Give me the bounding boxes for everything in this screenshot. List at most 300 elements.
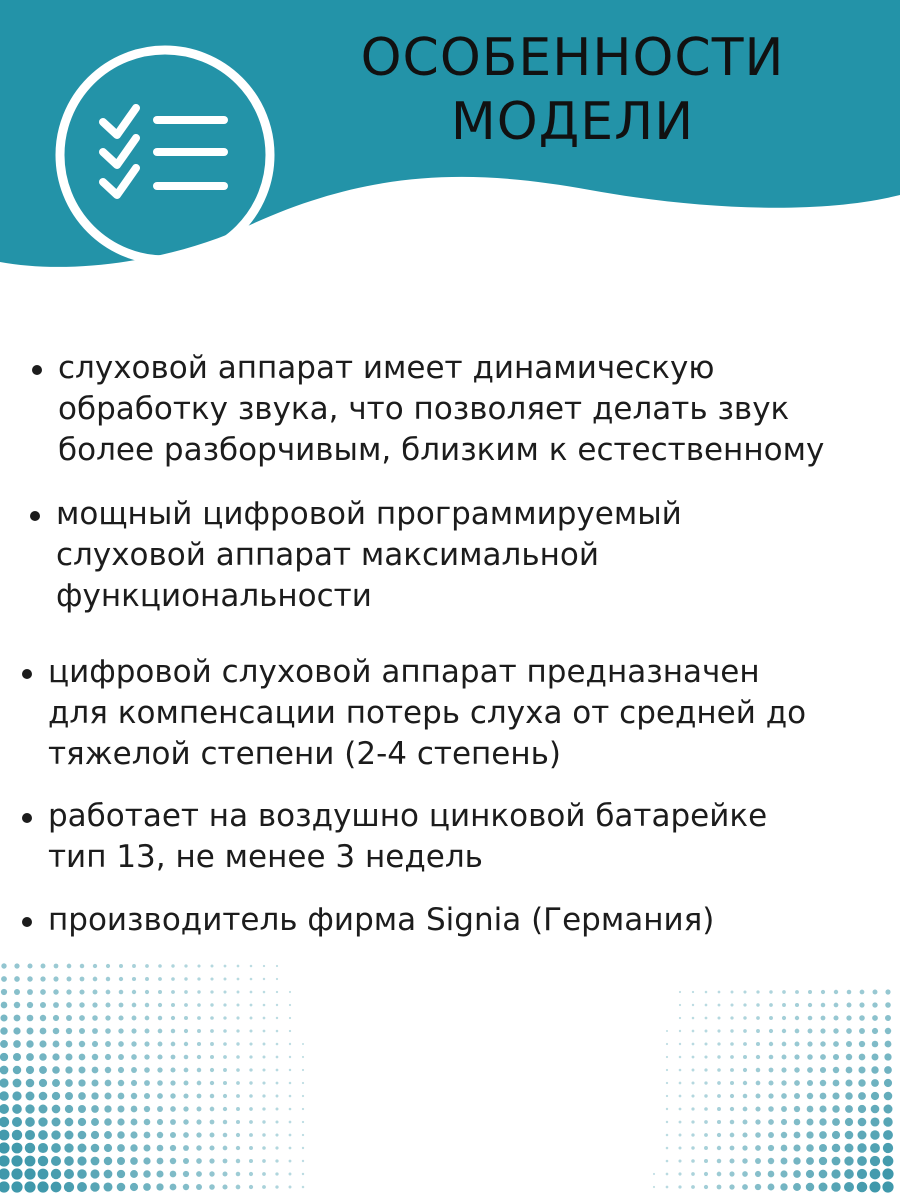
halftone-dot [236,1120,240,1124]
halftone-dot [117,1118,124,1125]
halftone-dot [197,1003,201,1007]
halftone-dot [263,991,266,994]
halftone-dot [104,1105,111,1112]
feature-5-line-1: производитель фирма Signia (Германия) [48,902,715,938]
halftone-dot [78,1092,86,1100]
halftone-dot [833,1067,839,1073]
halftone-dot [808,1029,813,1034]
halftone-dot [718,991,721,994]
halftone-dot [717,1081,721,1085]
halftone-dot [0,1181,10,1192]
halftone-dot [275,1133,278,1136]
halftone-dot [66,1028,72,1034]
halftone-dot [705,1004,708,1007]
halftone-dot [846,1067,853,1074]
halftone-dot [25,1104,34,1113]
halftone-dot [118,1041,124,1047]
halftone-dot [704,1133,708,1137]
halftone-dot [249,1133,253,1137]
halftone-dot [53,976,58,981]
halftone-dot [236,1094,240,1098]
halftone-dot [170,1080,175,1085]
halftone-dot [144,1080,150,1086]
halftone-dot [11,1155,22,1166]
halftone-dot [183,1145,189,1151]
halftone-dot [157,1119,163,1125]
halftone-dot [66,1002,72,1008]
halftone-dot [859,1002,864,1007]
halftone-dot [743,1068,747,1072]
halftone-dot [768,1106,774,1112]
halftone-dot [769,1042,773,1046]
halftone-dot [819,1105,826,1112]
halftone-dot [302,1056,304,1058]
halftone-dot [730,1146,735,1151]
halftone-dot [704,1146,708,1150]
feature-3-line-2: для компенсации потерь слуха от средней до [48,695,807,731]
halftone-dot [184,977,187,980]
halftone-dot [196,1132,201,1137]
halftone-dot [289,1095,292,1098]
halftone-dot [170,1093,175,1098]
halftone-dot [692,1082,695,1085]
halftone-dot [119,990,124,995]
halftone-dot [859,1028,865,1034]
halftone-dot [289,1004,291,1006]
halftone-dot [872,1002,877,1007]
halftone-dot [236,1107,240,1111]
halftone-dot [730,1081,734,1085]
halftone-dot [692,1069,695,1072]
halftone-dot [717,1042,720,1045]
halftone-dot [25,1130,35,1140]
halftone-dot [262,1185,266,1189]
halftone-dot [870,1130,879,1139]
halftone-dot [197,1107,202,1112]
halftone-dot [679,1004,681,1006]
halftone-dot [263,965,265,967]
halftone-dot [132,990,136,994]
halftone-dot [1,976,7,982]
halftone-dot [730,1029,733,1032]
feature-2-line-3: функциональности [56,578,372,614]
halftone-dot [196,1119,201,1124]
halftone-dot [276,1056,279,1059]
halftone-dot [743,1120,748,1125]
halftone-dot [794,1119,801,1126]
halftone-dot [781,1119,787,1125]
halftone-dot [197,1081,202,1086]
halftone-dot [275,1172,278,1175]
halftone-dot [871,1079,879,1087]
halftone-dot [819,1157,827,1165]
halftone-dot [145,964,149,968]
halftone-dot [831,1182,841,1192]
halftone-dot [262,1159,266,1163]
halftone-dot [197,1029,201,1033]
halftone-dot [156,1170,163,1177]
halftone-dot [858,1079,865,1086]
halftone-dot [820,1041,825,1046]
halftone-dot [11,1181,22,1192]
halftone-dot [237,965,240,968]
halftone-dot [743,1081,747,1085]
halftone-dot [756,1081,761,1086]
halftone-dot [132,977,136,981]
halftone-dot [12,1117,22,1127]
halftone-dot [39,1105,48,1114]
halftone-dot [289,1069,291,1071]
halftone-dot [79,1002,84,1007]
halftone-dot [678,1159,681,1162]
halftone-dot [302,1147,304,1149]
halftone-dot [236,1042,239,1045]
halftone-dot [40,976,45,981]
halftone-dot [250,991,253,994]
halftone-dot [769,1055,774,1060]
halftone-dot [666,1030,668,1032]
halftone-dot [679,991,681,993]
halftone-dot [250,978,253,981]
halftone-dot [66,989,71,994]
halftone-dot [158,964,162,968]
halftone-dot [144,1041,149,1046]
halftone-dot [730,1120,735,1125]
halftone-dot [794,1093,800,1099]
halftone-dot [223,1068,227,1072]
halftone-dot [729,1184,734,1189]
halftone-dot [884,1092,893,1101]
halftone-dot [223,1003,226,1006]
halftone-dot [782,1042,787,1047]
halftone-dot [844,1156,853,1165]
halftone-dot [40,1028,47,1035]
halftone-dot [289,1043,291,1045]
halftone-dot [885,1041,892,1048]
halftone-dot [275,1146,278,1149]
halftone-dot [845,1118,853,1126]
halftone-dot [25,1143,35,1153]
halftone-dot [196,1158,202,1164]
halftone-dot [844,1182,854,1192]
halftone-dot [12,1143,23,1154]
halftone-dot [666,1160,669,1163]
halftone-dot [666,1147,669,1150]
halftone-dot [236,1016,239,1019]
halftone-dot [846,1054,852,1060]
halftone-dot [118,1106,125,1113]
halftone-dot [666,1043,668,1045]
halftone-dot [820,1080,826,1086]
halftone-dot [819,1131,827,1139]
halftone-dot [197,1068,201,1072]
halftone-dot [692,1017,695,1020]
halftone-dot [53,1041,60,1048]
halftone-dot [104,1118,112,1126]
halftone-dot [90,1169,99,1178]
halftone-dot [1,1002,8,1009]
bullet-dot [22,813,32,823]
halftone-dot [51,1182,62,1193]
halftone-dot [276,1069,279,1072]
halftone-dot [884,1105,893,1114]
halftone-dot [183,1093,188,1098]
halftone-dot [781,1080,786,1085]
halftone-dot [197,1042,201,1046]
halftone-dot [730,1003,733,1006]
halftone-dot [831,1169,840,1178]
halftone-dot [118,1093,125,1100]
halftone-dot [768,1132,774,1138]
halftone-dot [666,1108,668,1110]
halftone-dot [77,1182,87,1192]
halftone-dot [38,1156,48,1166]
halftone-dot [223,1120,227,1124]
halftone-dot [768,1184,775,1191]
halftone-dot [781,1145,788,1152]
halftone-dot [223,1159,228,1164]
halftone-dot [78,1118,86,1126]
halftone-dot [105,1080,112,1087]
halftone-dot [249,1172,253,1176]
halftone-dot [53,1015,59,1021]
halftone-dot [78,1144,87,1153]
halftone-dot [183,1184,189,1190]
halftone-dot [275,1185,278,1188]
halftone-dot [144,1093,150,1099]
halftone-dot [820,1093,827,1100]
halftone-dot [171,1029,175,1033]
halftone-dot [263,1056,266,1059]
halftone-dot [795,990,799,994]
halftone-dot [705,1030,708,1033]
halftone-dot [756,990,759,993]
halftone-dot [105,1041,111,1047]
bullet-dot [22,917,32,927]
halftone-dot [144,1106,150,1112]
halftone-dot [870,1117,879,1126]
halftone-dot [666,1173,669,1176]
halftone-dot [691,1185,695,1189]
halftone-dot [834,1003,839,1008]
halftone-dot [780,1183,787,1190]
halftone-dot [197,964,200,967]
halftone-dot [743,1029,747,1033]
halftone-dot [262,1172,266,1176]
halftone-dot [53,989,58,994]
halftone-dot [92,1015,98,1021]
halftone-dot [52,1118,61,1127]
halftone-dot [237,978,240,981]
halftone-dot [808,990,812,994]
halftone-dot [807,1119,814,1126]
feature-1-line-1: слуховой аппарат имеет динамическую [58,350,715,386]
halftone-dot [807,1067,813,1073]
halftone-dot [873,990,878,995]
halftone-dot [678,1185,681,1188]
halftone-dot [210,1016,214,1020]
halftone-dot [769,990,772,993]
halftone-dot [795,1003,799,1007]
halftone-dot [170,1171,177,1178]
halftone-dot [653,1186,655,1188]
halftone-dot [210,1094,214,1098]
halftone-dot [666,1082,668,1084]
halftone-dot [211,965,214,968]
feature-item-1 [58,348,824,471]
halftone-dot [130,1170,138,1178]
halftone-dot [743,1094,748,1099]
halftone-dot [249,1185,253,1189]
halftone-dot [289,1108,292,1111]
halftone-dot [666,1095,668,1097]
halftone-dot [92,1002,97,1007]
halftone-dot [846,1028,852,1034]
halftone-dot [170,1119,176,1125]
halftone-dot [679,1069,682,1072]
halftone-dot [65,1131,74,1140]
halftone-dot [742,1171,748,1177]
halftone-dot [210,1068,214,1072]
halftone-dot [781,1106,787,1112]
halftone-dot [106,990,111,995]
halftone-dot [197,1094,202,1099]
halftone-dot [27,1002,33,1008]
halftone-dot [249,1107,253,1111]
halftone-dot [845,1079,852,1086]
halftone-dot [717,1133,721,1137]
halftone-dot [106,964,110,968]
halftone-dot [51,1156,61,1166]
halftone-dot [806,1144,814,1152]
halftone-dot [794,1080,800,1086]
halftone-dot [64,1169,74,1179]
halftone-dot [666,1134,669,1137]
halftone-dot [0,1040,8,1048]
halftone-dot [210,1107,215,1112]
halftone-dot [302,1043,304,1045]
halftone-dot [236,1003,239,1006]
halftone-dot [14,976,20,982]
halftone-dot [51,1169,61,1179]
halftone-dot [0,1142,10,1153]
halftone-dot [92,1041,98,1047]
halftone-dot [143,1157,150,1164]
halftone-dot [263,1004,266,1007]
halftone-dot [847,990,852,995]
halftone-dot [78,1105,86,1113]
halftone-dot [156,1183,163,1190]
halftone-dot [91,1144,100,1153]
halftone-dot [93,977,98,982]
halftone-dot [833,1080,840,1087]
halftone-dot [66,1054,73,1061]
halftone-dot [807,1041,812,1046]
halftone-dot [768,1093,773,1098]
halftone-dot [80,964,84,968]
halftone-dot [794,1054,799,1059]
halftone-dot [276,1017,278,1019]
halftone-dot [692,1043,695,1046]
halftone-dot [870,1169,881,1180]
halftone-dot [92,1028,98,1034]
halftone-dot [781,1132,787,1138]
halftone-dot [222,1184,227,1189]
halftone-dot [756,1042,760,1046]
halftone-dot [171,1055,176,1060]
halftone-dot [184,1003,188,1007]
halftone-dot [170,1158,176,1164]
halftone-dot [742,1145,747,1150]
halftone-dot [834,990,838,994]
halftone-dot [157,1067,162,1072]
halftone-dot [249,1081,252,1084]
halftone-dot [730,1042,734,1046]
halftone-dot [289,1121,292,1124]
halftone-dot [691,1120,694,1123]
halftone-dot [0,1091,9,1101]
halftone-dot [223,1146,228,1151]
halftone-dot [197,990,200,993]
halftone-dot [12,1091,21,1100]
halftone-dot [743,1055,747,1059]
halftone-dot [857,1143,866,1152]
halftone-dot [184,1055,189,1060]
halftone-dot [0,1104,9,1114]
halftone-dot [27,1015,34,1022]
halftone-dot [236,1146,240,1150]
halftone-dot [210,1029,214,1033]
halftone-dot [131,1054,137,1060]
halftone-dot [717,1055,720,1058]
halftone-dot [38,1117,47,1126]
halftone-dot [39,1066,47,1074]
halftone-dot [131,1067,137,1073]
halftone-dot [79,1028,85,1034]
halftone-dot [93,990,98,995]
halftone-dot [13,1066,21,1074]
halftone-dot [833,1041,839,1047]
halftone-dot [250,965,253,968]
halftone-dot [77,1156,86,1165]
halftone-dot [679,1121,682,1124]
halftone-dot [730,1016,733,1019]
halftone-dot [118,1054,124,1060]
halftone-dot [0,1053,8,1061]
halftone-dot [91,1105,99,1113]
halftone-dot [795,1042,800,1047]
halftone-dot [52,1079,60,1087]
halftone-dot [27,963,32,968]
halftone-dot [145,990,149,994]
halftone-dot [77,1169,87,1179]
halftone-dot [210,1042,214,1046]
halftone-dot [755,1119,760,1124]
halftone-dot [755,1106,760,1111]
halftone-dot [250,1004,253,1007]
halftone-dot [64,1156,74,1166]
halftone-dot [157,1106,163,1112]
halftone-dot [857,1182,868,1193]
halftone-dot [691,1094,694,1097]
halftone-dot [145,1003,149,1007]
halftone-dot [37,1181,48,1192]
halftone-dot [131,1119,138,1126]
halftone-dot [679,1108,682,1111]
halftone-dot [1,989,7,995]
halftone-dot [210,1003,213,1006]
halftone-dot [780,1170,787,1177]
